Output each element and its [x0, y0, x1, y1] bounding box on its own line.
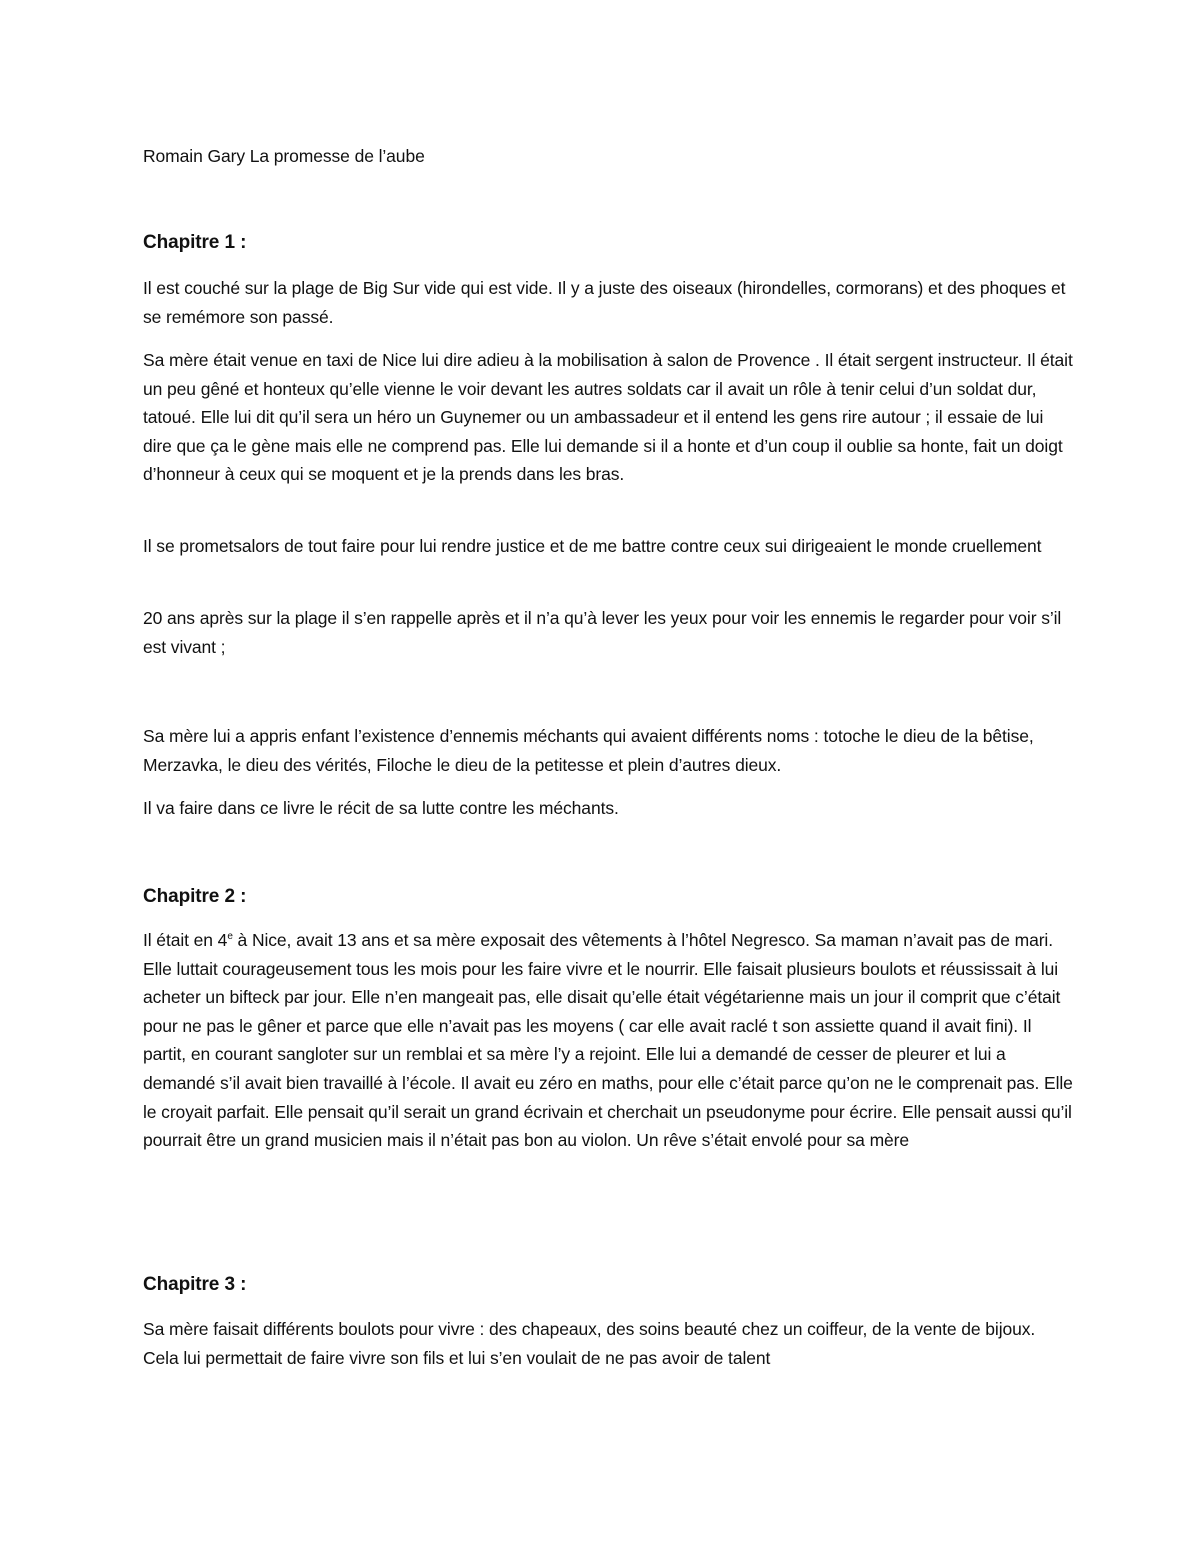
document-title: Romain Gary La promesse de l’aube — [143, 146, 425, 166]
chapter-1-paragraph-4: 20 ans après sur la plage il s’en rappelle après et il n’a qu’à lever les yeux pour voir les ennemis le regarder pour voir s’il est vivant ; — [143, 608, 1062, 657]
ordinal-superscript: e — [227, 931, 233, 943]
chapter-1-paragraph-1: Il est couché sur la plage de Big Sur vide qui est vide. Il y a juste des oiseaux (hirondelles, cormorans) et des phoques et se remémore son passé. — [143, 278, 1066, 327]
chapter-1-heading: Chapitre 1 : — [143, 232, 247, 253]
chapter-3-heading: Chapitre 3 : — [143, 1274, 247, 1295]
chapter-2-paragraph-rest: à Nice, avait 13 ans et sa mère exposait des vêtements à l’hôtel Negresco. Sa maman n’avait pas de mari. Elle luttait courageusement tous les mois pour les faire vivre et le nourrir. Elle faisait plusieurs boulots et réussissait à lui acheter un bifteck par jour. Elle n’en mangeait pas, elle disait qu’elle était végétarienne mais un jour il comprit que c’était pour ne pas le gêner et parce que elle n’avait pas les moyens ( car elle avait raclé t son assiette quand il avait fini). Il partit, en courant sangloter sur un remblai et sa mère l’y a rejoint. Elle lui a demandé de cesser de pleurer et lui a demandé s’il avait bien travaillé à l’école. Il avait eu zéro en maths, pour elle c’était parce qu’on ne le comprenait pas. Elle le croyait parfait. Elle pensait qu’il serait un grand écrivain et cherchait un pseudonyme pour écrire. Elle pensait aussi qu’il pourrait être un grand musicien mais il n’était pas bon au violon. Un rêve s’était envolé pour sa mère — [143, 930, 1073, 1151]
chapter-1-paragraph-3: Il se prometsalors de tout faire pour lui rendre justice et de me battre contre ceux sui dirigeaient le monde cruellement — [143, 536, 1042, 556]
chapter-1-paragraph-6: Il va faire dans ce livre le récit de sa lutte contre les méchants. — [143, 798, 619, 818]
chapter-2-heading: Chapitre 2 : — [143, 886, 247, 907]
chapter-2-paragraph-1 — [143, 926, 1073, 1155]
chapter-2-paragraph-intro: Il était en 4 — [143, 930, 228, 950]
chapter-3-paragraph-1: Sa mère faisait différents boulots pour vivre : des chapeaux, des soins beauté chez un coiffeur, de la vente de bijoux. Cela lui permettait de faire vivre son fils et lui s’en voulait de ne pas avoir de talent — [143, 1319, 1036, 1368]
chapter-1-paragraph-2: Sa mère était venue en taxi de Nice lui dire adieu à la mobilisation à salon de Provence . Il était sergent instructeur. Il était un peu gêné et honteux qu’elle vienne le voir devant les autres soldats car il avait un rôle à tenir celui d’un soldat dur, tatoué. Elle lui dit qu’il sera un héro un Guynemer ou un ambassadeur et il entend les gens rire autour ; il essaie de lui dire que ça le gène mais elle ne comprend pas. Elle lui demande si il a honte et d’un coup il oublie sa honte, fait un doigt d’honneur à ceux qui se moquent et je la prends dans les bras. — [143, 350, 1073, 485]
chapter-1-paragraph-5: Sa mère lui a appris enfant l’existence d’ennemis méchants qui avaient différents noms : totoche le dieu de la bêtise, Merzavka, le dieu des vérités, Filoche le dieu de la petitesse et plein d’autres dieux. — [143, 726, 1034, 775]
